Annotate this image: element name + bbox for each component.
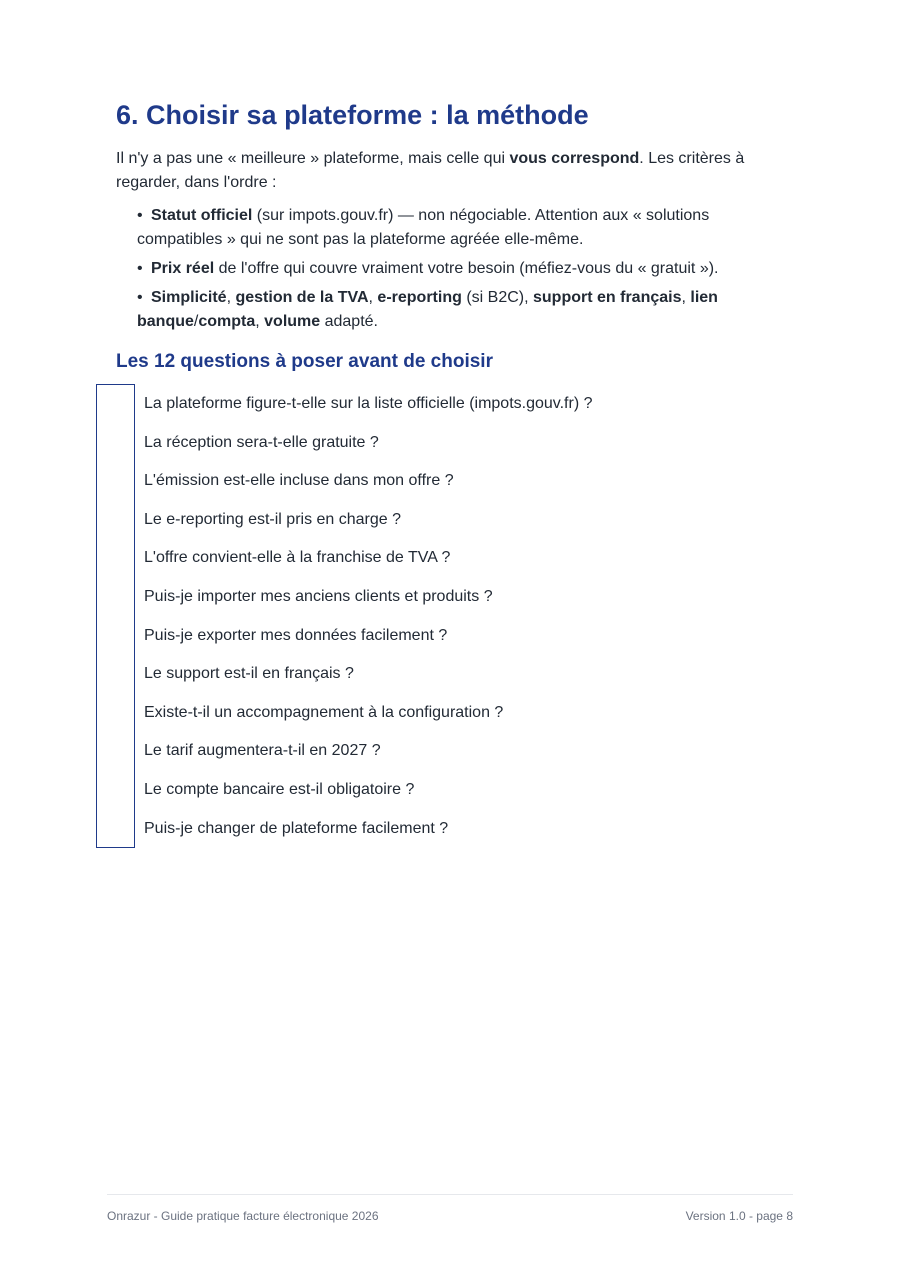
question-label: Puis-je exporter mes données facilement ? bbox=[144, 626, 448, 644]
criteria-text: de l'offre qui couvre vraiment votre besoin (méfiez-vous du « gratuit »). bbox=[214, 260, 719, 277]
question-checkbox[interactable] bbox=[96, 461, 135, 501]
criteria-sep: (si B2C), bbox=[461, 289, 533, 306]
checklist-item bbox=[96, 693, 696, 732]
intro-emphasis: vous correspond bbox=[509, 150, 640, 167]
question-label: La plateforme figure-t-elle sur la liste officielle (impots.gouv.fr) ? bbox=[144, 395, 593, 412]
question-label: L'émission est-elle incluse dans mon offre ? bbox=[144, 472, 454, 490]
checklist-item bbox=[96, 770, 696, 809]
criteria-term: gestion de la TVA bbox=[235, 289, 369, 306]
question-checkbox[interactable] bbox=[96, 654, 135, 694]
question-label: La réception sera-t-elle gratuite ? bbox=[144, 433, 379, 451]
criteria-term: compta bbox=[198, 313, 256, 330]
question-checkbox[interactable] bbox=[96, 577, 135, 617]
checklist-heading: Les 12 questions à poser avant de choisir bbox=[116, 351, 493, 372]
criteria-item-statut bbox=[137, 204, 737, 252]
criteria-term: support en français bbox=[533, 289, 682, 306]
question-label: Le compte bancaire est-il obligatoire ? bbox=[144, 780, 415, 798]
question-checklist bbox=[96, 384, 696, 847]
footer-divider bbox=[107, 1194, 793, 1195]
checklist-item bbox=[96, 616, 696, 655]
criteria-sep: , bbox=[368, 289, 378, 306]
checklist-item bbox=[96, 577, 696, 616]
bullet-icon: • bbox=[137, 289, 143, 306]
page-title: 6. Choisir sa plateforme : la méthode bbox=[116, 100, 589, 130]
question-label: Puis-je importer mes anciens clients et produits ? bbox=[144, 587, 493, 605]
footer-page-number: Version 1.0 - page 8 bbox=[685, 1209, 793, 1223]
checklist-item bbox=[96, 538, 696, 577]
criteria-term: e-reporting bbox=[377, 289, 462, 306]
checklist-item bbox=[96, 423, 696, 462]
question-checkbox[interactable] bbox=[96, 384, 135, 424]
criteria-text: (sur impots.gouv.fr) — non négociable. Attention aux « solutions compatibles » qui ne sont pas la plateforme agréée elle-même. bbox=[137, 207, 710, 248]
criteria-term: lien banque bbox=[137, 289, 718, 330]
criteria-term: Prix réel bbox=[151, 260, 215, 277]
question-checkbox[interactable] bbox=[96, 500, 135, 540]
criteria-term: Statut officiel bbox=[151, 207, 253, 224]
question-checkbox[interactable] bbox=[96, 538, 135, 578]
checklist-item bbox=[96, 500, 696, 539]
question-checkbox[interactable] bbox=[96, 616, 135, 656]
intro-text-start: Il n'y a pas une « meilleure » plateforme, mais celle qui bbox=[116, 150, 510, 167]
question-label: Puis-je changer de plateforme facilement ? bbox=[144, 819, 449, 837]
question-label: Existe-t-il un accompagnement à la configuration ? bbox=[144, 703, 504, 721]
checklist-item bbox=[96, 461, 696, 500]
question-checkbox[interactable] bbox=[96, 809, 135, 849]
criteria-list bbox=[137, 204, 737, 339]
criteria-sep: , bbox=[226, 289, 236, 306]
question-label: Le e-reporting est-il pris en charge ? bbox=[144, 510, 402, 528]
criteria-sep: , bbox=[255, 313, 265, 330]
criteria-term: volume bbox=[264, 313, 321, 330]
criteria-sep: , bbox=[681, 289, 691, 306]
question-checkbox[interactable] bbox=[96, 770, 135, 810]
question-label: Le tarif augmentera-t-il en 2027 ? bbox=[144, 742, 381, 760]
bullet-icon: • bbox=[137, 207, 143, 224]
bullet-icon: • bbox=[137, 260, 143, 277]
criteria-text: adapté. bbox=[320, 313, 378, 330]
question-checkbox[interactable] bbox=[96, 693, 135, 733]
intro-paragraph bbox=[116, 147, 756, 195]
footer-document-title: Onrazur - Guide pratique facture électronique 2026 bbox=[107, 1209, 379, 1223]
intro-text-end: . Les critères à regarder, dans l'ordre : bbox=[116, 150, 745, 191]
criteria-term: Simplicité bbox=[151, 289, 227, 306]
criteria-item-prix bbox=[137, 257, 737, 281]
checklist-item bbox=[96, 809, 696, 848]
criteria-item-simplicite bbox=[137, 286, 737, 334]
question-label: Le support est-il en français ? bbox=[144, 665, 354, 683]
question-checkbox[interactable] bbox=[96, 423, 135, 463]
checklist-item bbox=[96, 384, 696, 423]
checklist-item bbox=[96, 731, 696, 770]
question-label: L'offre convient-elle à la franchise de TVA ? bbox=[144, 549, 451, 567]
question-checkbox[interactable] bbox=[96, 731, 135, 771]
criteria-sep: / bbox=[193, 313, 199, 330]
checklist-item bbox=[96, 654, 696, 693]
